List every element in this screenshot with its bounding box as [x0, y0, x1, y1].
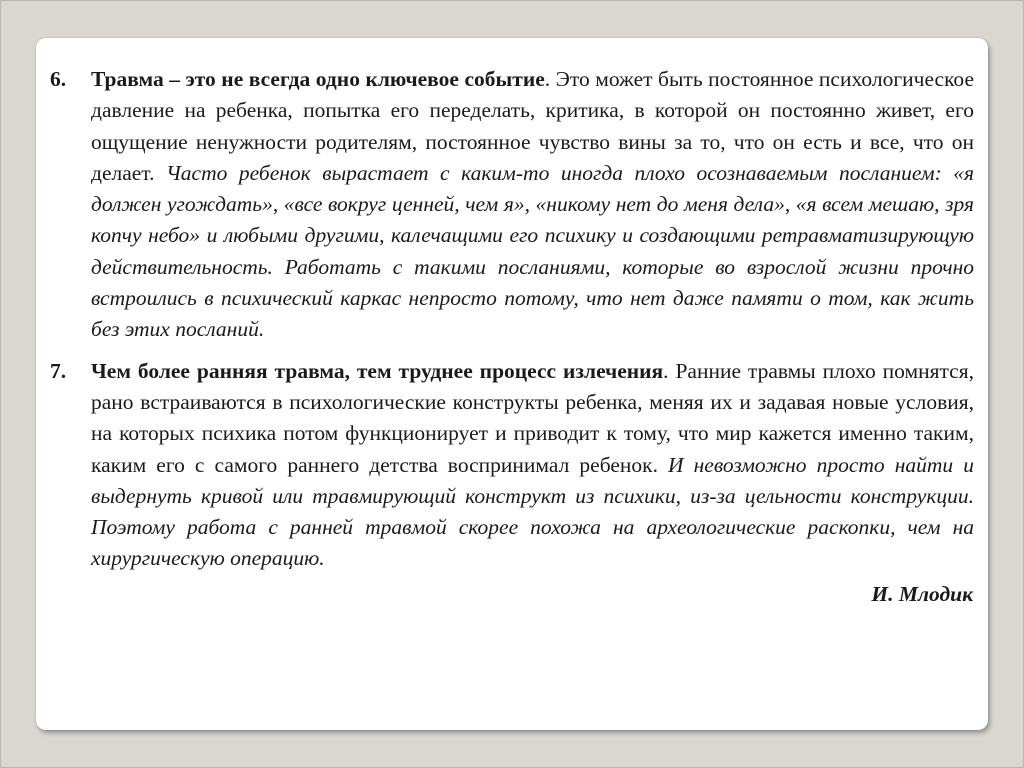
item-heading: Чем более ранняя травма, тем труднее процесс излечения	[91, 358, 664, 383]
author-signature: И. Млодик	[871, 581, 973, 606]
item-heading: Травма – это не всегда одно ключевое событие	[91, 67, 545, 91]
item-italic-text: Часто ребенок вырастает с каким-то иногда плохо осознаваемым посланием: «я должен угождать», «все вокруг ценней, чем я», «никому нет до меня дела», «я всем мешаю, зря копчу небо» и любыми другими, калечащими его психику и создающими ретравматизирующую действительность. Работать с такими посланиями, которые во взрослой жизни прочно встроились в психический каркас непросто потому, что нет даже памяти о том, как жить без этих посланий.	[91, 160, 975, 342]
item-body-text: . Ранние травмы плохо помнятся, рано встраиваются в психологические конструкты ребенка, меняя их и задавая новые условия, на которых психика потом функционирует и приводит к тому, что мир кажется именно таким, каким его с самого раннего детства воспринимал ребенок.	[91, 358, 974, 477]
item-italic-text: И невозможно просто найти и выдернуть кривой или травмирующий конструкт из психики, из-за цельности конструкции. Поэтому работа с ранней травмой скорее похожа на археологические раскопки, чем на хирургическую операцию.	[91, 452, 974, 571]
list-item	[50, 64, 974, 346]
list-item	[50, 356, 974, 575]
item-body-text: . Это может быть постоянное психологическое давление на ребенка, попытка его переделать, критика, в которой он постоянно живет, его ощущение ненужности родителям, постоянное чувство вины за то, что он есть и все, что он делает.	[91, 67, 974, 185]
slide-content	[50, 64, 974, 610]
item-number: 7.	[50, 358, 67, 383]
item-number: 6.	[50, 67, 67, 91]
